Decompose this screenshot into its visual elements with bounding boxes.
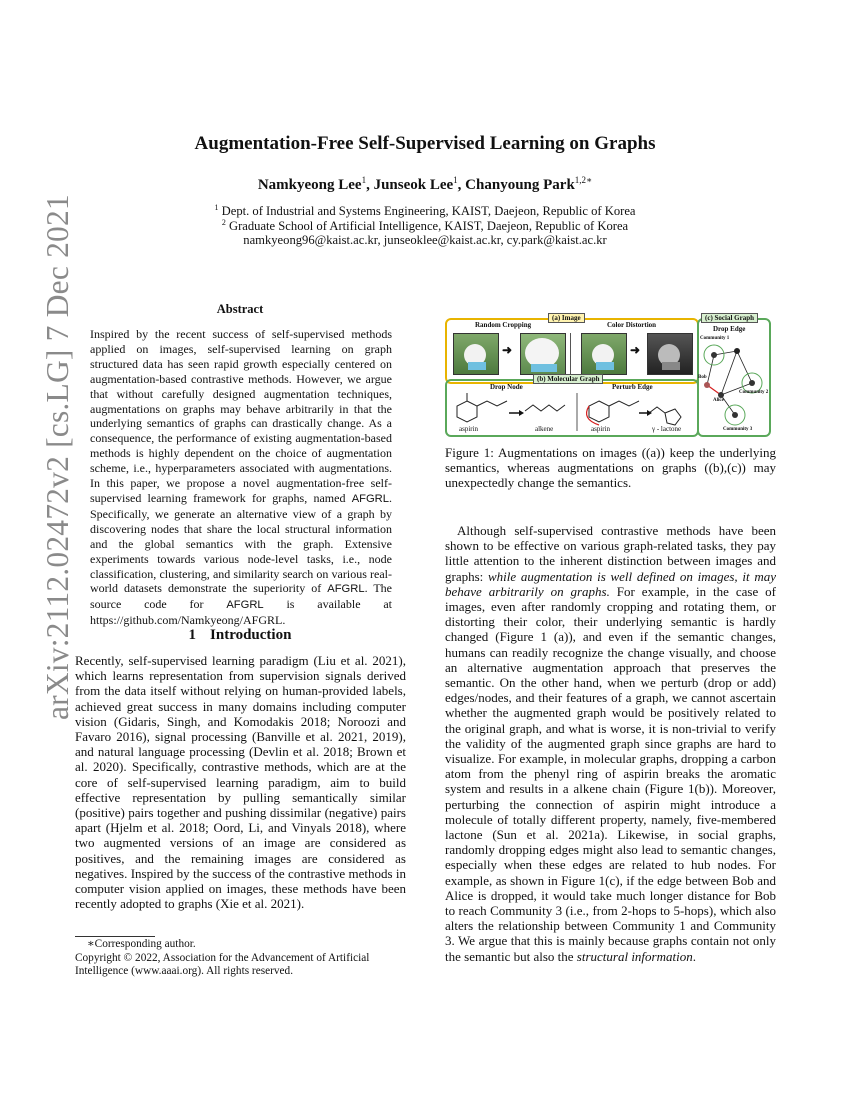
figure-label: Color Distortion [607, 321, 657, 329]
affiliation-text: Dept. of Industrial and Systems Engineering, KAIST, Daejeon, Republic of Korea [221, 204, 636, 219]
molecule-label: aspirin [591, 425, 611, 433]
abstract-text: Inspired by the recent success of self-supervised methods applied on images, self-supervised learning on graph structured data has seen rapid growth especially centered on augmentation-based contrastive methods. However, we argue that without carefully designed augmentation techniques, augmentations on graphs may behave arbitrarily in that the underlying semantics of graphs can drastically change. As a consequence, the performance of existing augmentation-based methods is highly dependent on the choice of augmentation scheme, i.e., hyperparameters associated with augmentations. In this paper, we propose a novel augmentation-free self-supervised learning framework for graphs, named [90, 327, 392, 505]
panel-label: (c) Social Graph [701, 313, 758, 323]
community-label: Community 2 [739, 390, 769, 395]
author-name: Namkyeong Lee [257, 177, 362, 193]
panel-divider [570, 333, 571, 375]
body-text: Although self-supervised contrastive methods have been shown to be effective on various graph-related tasks, they pay little attention to the inherent distinction between images and graphs: [445, 523, 776, 584]
panel-label: (a) Image [548, 313, 585, 323]
abstract-text: . Specifically, we generate an alternative view of a graph by discovering nodes that share the local structural information and the global semantics with the graph. Extensive experiments towards various node-level tasks, i.e., node classification, clustering, and similarity search on various real-world datasets demonstrate the superiority of [90, 490, 392, 596]
person-label: Bob [698, 375, 707, 380]
dog-photo-original [453, 333, 499, 375]
author-affiliation-mark: 1,2∗ [574, 175, 593, 185]
method-name: AFGRL [351, 492, 389, 505]
footnote-rule [75, 936, 155, 937]
community-label: Community 1 [700, 336, 730, 341]
footnote [75, 938, 406, 979]
footnote-copyright: Copyright © 2022, Association for the Advancement of Artificial Intelligence (www.aaai.org). All rights reserved. [75, 951, 370, 978]
intro-paragraph: Recently, self-supervised learning paradigm (Liu et al. 2021), which learns representation from supervision signals derived from the data itself without relying on human-provided labels, achieved great success in many domains including computer vision (Gidaris, Singh, and Komodakis 2018; Noroozi and Favaro 2016), signal processing (Banville et al. 2021, 2019), and natural language processing (Devlin et al. 2018; Brown et al. 2020). Specifically, contrastive methods, which are at the core of self-supervised learning paradigm, aim to build effective representation by pulling semantically similar (positive) pairs together and pushing dissimilar (negative) pairs apart (Hjelm et al. 2018; Oord, Li, and Vinyals 2018), where two augmented versions of an image are considered as positives, and the remaining images are considered as negatives. Inspired by the success of the contrastive methods in computer vision applied on images, these methods have been recently adopted to graphs (Xie et al. 2021). [75, 653, 406, 912]
affiliation-1 [0, 203, 850, 219]
social-graph-drawing [697, 333, 767, 433]
figure-1 [445, 313, 770, 435]
figure-label: Random Cropping [475, 321, 532, 329]
figure-label: Perturb Edge [612, 383, 653, 391]
abstract-body [90, 327, 392, 628]
emphasis-text: structural information [576, 948, 693, 964]
section-heading [75, 627, 405, 644]
paper-title: Augmentation-Free Self-Supervised Learning on Graphs [194, 133, 656, 154]
section-number: 1 [188, 627, 197, 643]
arrow-icon: ➜ [630, 343, 641, 357]
figure-label: Drop Edge [713, 325, 746, 333]
author-list: Namkyeong Lee$^1$, Junseok Lee$^1$, Chanyoung Park$^{1,2∗}$ [257, 175, 593, 193]
method-name: AFGRL [327, 583, 365, 596]
section-title: Introduction [210, 627, 292, 643]
abstract-text: . The source code for [90, 581, 392, 612]
affiliation-mark: 1 [214, 203, 219, 212]
person-label: Alice [713, 398, 724, 403]
author-name: Chanyoung Park [465, 177, 575, 193]
affiliation-text: Graduate School of Artificial Intelligence, KAIST, Daejeon, Republic of Korea [229, 219, 629, 234]
dog-photo-distorted [647, 333, 693, 375]
molecule-label: alkene [535, 425, 554, 433]
figure-caption: Figure 1: Augmentations on images ((a)) keep the underlying semantics, whereas augmentations on graphs ((b),(c)) may unexpectedly change the semantics. [445, 445, 776, 491]
figure-label: Drop Node [490, 383, 523, 391]
affiliation-2 [0, 218, 850, 234]
abstract-heading: Abstract [216, 302, 264, 316]
molecule-label: γ - lactone [652, 425, 682, 433]
author-affiliation-mark: 1 [453, 175, 458, 185]
footnote-corresponding: ∗Corresponding author. [87, 938, 196, 950]
dog-photo-original [581, 333, 627, 375]
author-emails: namkyeong96@kaist.ac.kr, junseoklee@kaist.ac.kr, cy.park@kaist.ac.kr [243, 233, 607, 247]
author-affiliation-mark: 1 [361, 175, 367, 185]
dog-photo-cropped [520, 333, 566, 375]
body-paragraph [445, 523, 776, 964]
community-label: Community 3 [723, 427, 753, 432]
body-text: . [692, 948, 696, 964]
abstract-text: is available at https://github.com/Namkyeong/AFGRL. [90, 597, 392, 628]
panel-label: (b) Molecular Graph [533, 374, 603, 384]
arrow-icon: ➜ [502, 343, 513, 357]
body-text: For example, in the case of images, even after randomly cropping and rotating them, or distorting their color, their underlying semantic is hardly changed (Figure 1 (a)), and even if the semantic changes, humans can readily recognize the change visually, and choose an alternative augmentation approach that preserves the semantic. On the other hand, when we perturb (drop or add) edges/nodes, and their features of a graph, we cannot ascertain whether the augmented graph would be positively related to the original graph, and what is worse, it is non-trivial to verify the validity of the augmented graph since graphs are hard to visualize. For example, in molecular graphs, dropping a carbon atom from the phenyl ring of aspirin breaks the aromatic system and results in a alkene chain (Figure 1(b)). Moreover, perturbing the connection of aspirin might introduce a molecule of totally different property, namely, five-membered lactone (Sun et al. 2021a). Likewise, in social graphs, randomly dropping edges might also lead to semantic changes, especially when these edges are related to hub nodes. For example, as shown in Figure 1(c), if the edge between Bob and Alice is dropped, it would take much longer distance for Bob to reach Community 3 (i.e., from 2-hops to 5-hops), which also alters the relationship between Community 1 and Community 3. We argue that this is mainly because graphs contain not only the semantic but also the [445, 583, 776, 964]
method-name: AFGRL [226, 599, 264, 612]
arxiv-identifier: arXiv:2112.02472v2 [cs.LG] 7 Dec 2021 [40, 194, 75, 720]
affiliation-mark: 2 [221, 218, 226, 227]
author-name: Junseok Lee [373, 177, 454, 193]
emphasis-text: while augmentation is well defined on images, it may behave arbitrarily on graphs. [445, 568, 776, 599]
molecule-label: aspirin [459, 425, 479, 433]
